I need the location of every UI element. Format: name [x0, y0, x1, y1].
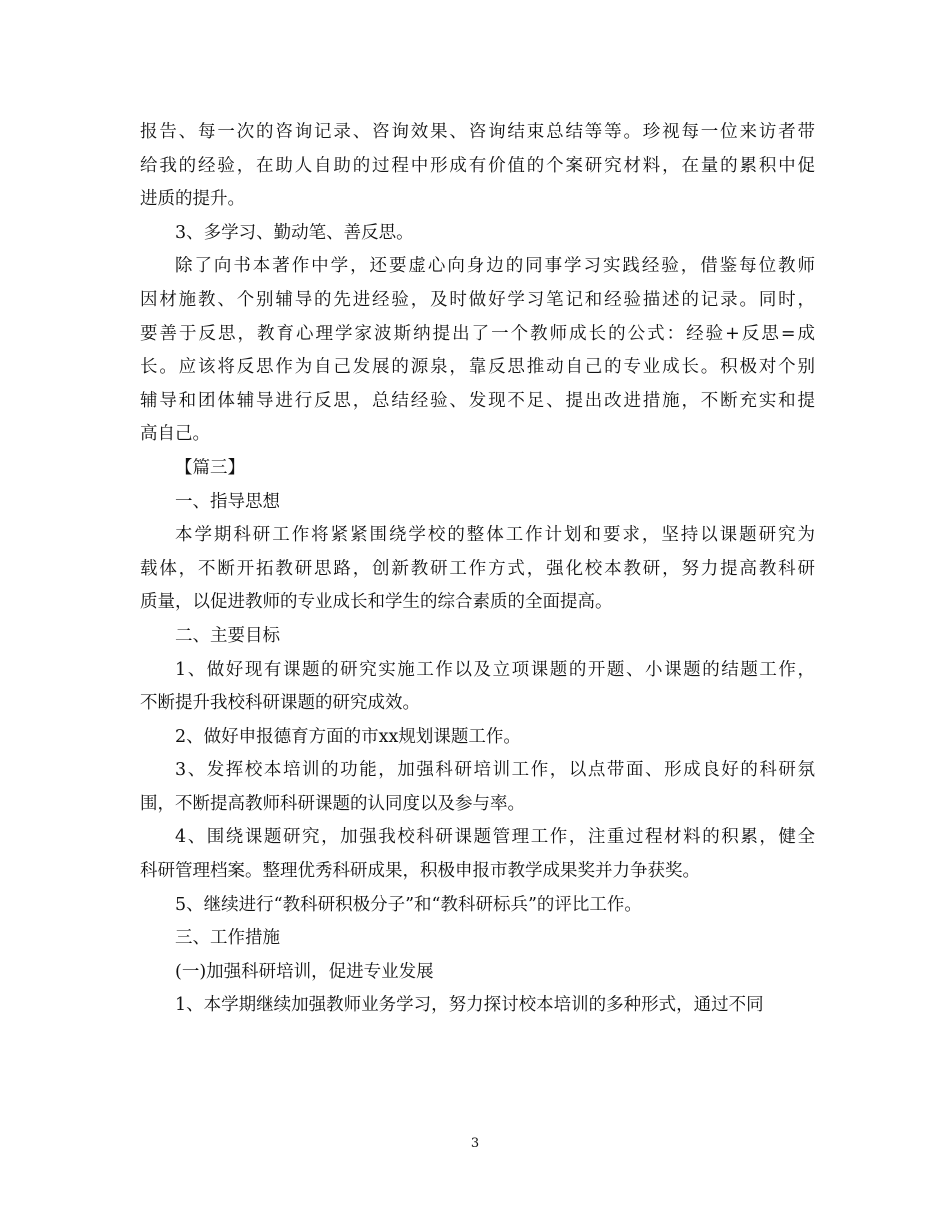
text-line: 5、继续进行“教科研积极分子”和“教科研标兵”的评比工作。 [175, 894, 642, 915]
paragraph-measure-1-item-1 [140, 989, 815, 1023]
paragraph-guiding-ideology [140, 519, 815, 620]
text-line: 围，不断提高教师科研课题的认同度以及参与率。 [140, 793, 525, 814]
text-line: 1、本学期继续加强教师业务学习，努力探讨校本培训的多种形式，通过不同 [175, 995, 764, 1016]
text-line: 4、围绕课题研究，加强我校科研课题管理工作，注重过程材料的积累，健全 [175, 827, 815, 848]
text-line: 一、指导思想 [175, 491, 280, 512]
document-body [140, 116, 815, 1023]
text-line: 【篇三】 [175, 457, 245, 478]
paragraph-goal-1 [140, 654, 815, 721]
heading-work-measures [140, 922, 815, 956]
page-number: 3 [470, 1136, 480, 1151]
section-heading-part-three [140, 452, 815, 486]
text-line: 除了向书本著作中学，还要虚心向身边的同事学习实践经验，借鉴每位教师 [175, 256, 815, 277]
text-line: 辅导和团体辅导进行反思，总结经验、发现不足、提出改进措施，不断充实和提 [140, 390, 815, 411]
heading-measure-1 [140, 956, 815, 990]
text-line: 进质的提升。 [140, 189, 245, 210]
text-line: 2、做好申报德育方面的市xx规划课题工作。 [175, 726, 521, 747]
paragraph-goal-4 [140, 821, 815, 888]
paragraph-goal-5 [140, 889, 815, 923]
paragraph-reflection [140, 250, 815, 452]
paragraph-item-3-heading [140, 217, 815, 251]
text-line: (一)加强科研培训，促进专业发展 [175, 961, 434, 982]
text-line: 要善于反思，教育心理学家波斯纳提出了一个教师成长的公式：经验+反思=成 [140, 323, 815, 344]
paragraph-goal-3 [140, 754, 815, 821]
text-line: 科研管理档案。整理优秀科研成果，积极申报市教学成果奖并力争获奖。 [140, 861, 700, 882]
heading-main-goals [140, 620, 815, 654]
text-line: 高自己。 [140, 424, 210, 445]
text-line: 1、做好现有课题的研究实施工作以及立项课题的开题、小课题的结题工作， [175, 659, 815, 680]
paragraph-goal-2 [140, 721, 815, 755]
text-line: 因材施教、个别辅导的先进经验，及时做好学习笔记和经验描述的记录。同时， [140, 289, 815, 310]
text-line: 不断提升我校科研课题的研究成效。 [140, 693, 420, 714]
text-line: 本学期科研工作将紧紧围绕学校的整体工作计划和要求，坚持以课题研究为 [175, 525, 815, 546]
paragraph-case-records [140, 116, 815, 217]
text-line: 载体，不断开拓教研思路，创新教研工作方式，强化校本教研，努力提高教科研 [140, 558, 815, 579]
text-line: 质量，以促进教师的专业成长和学生的综合素质的全面提高。 [140, 592, 613, 613]
text-line: 3、多学习、勤动笔、善反思。 [175, 222, 414, 243]
heading-guiding-ideology [140, 486, 815, 520]
text-line: 3、发挥校本培训的功能，加强科研培训工作，以点带面、形成良好的科研氛 [175, 760, 815, 781]
text-line: 三、工作措施 [175, 928, 280, 949]
text-line: 报告、每一次的咨询记录、咨询效果、咨询结束总结等等。珍视每一位来访者带 [140, 122, 815, 142]
text-line: 给我的经验，在助人自助的过程中形成有价值的个案研究材料，在量的累积中促 [140, 155, 815, 176]
text-line: 二、主要目标 [175, 625, 280, 646]
text-line: 长。应该将反思作为自己发展的源泉，靠反思推动自己的专业成长。积极对个别 [140, 357, 815, 378]
